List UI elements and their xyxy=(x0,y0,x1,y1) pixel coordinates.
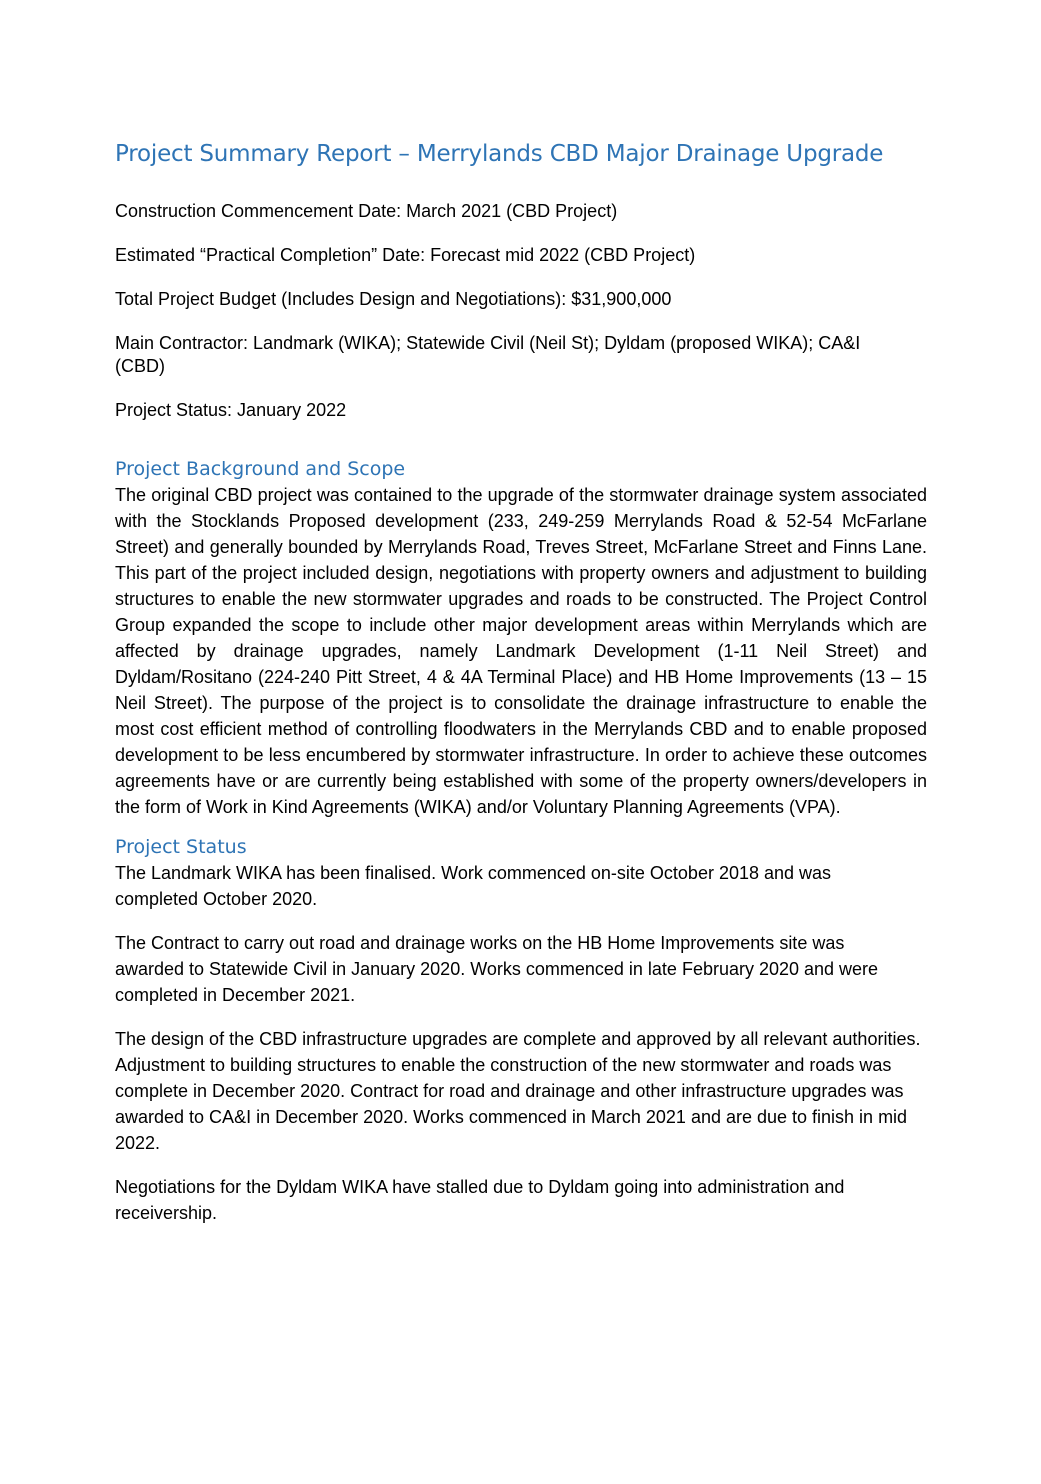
status-heading: Project Status xyxy=(115,836,247,858)
page-title: Project Summary Report – Merrylands CBD Major Drainage Upgrade xyxy=(115,141,884,167)
background-paragraph: The original CBD project was contained to the upgrade of the stormwater drainage system associated with the Stocklands Proposed development (233, 249-259 Merrylands Road & 52-54 McFarlane Street) and generally bounded by Merrylands Road, Treves Street, McFarlane Street and Finns Lane. This part of the project included design, negotiations with property owners and adjustment to building structures to enable the new stormwater upgrades and roads to be constructed. The Project Control Group expanded the scope to include other major development areas within Merrylands which are affected by drainage upgrades, namely Landmark Development (1-11 Neil Street) and Dyldam/Rositano (224-240 Pitt Street, 4 & 4A Terminal Place) and HB Home Improvements (13 – 15 Neil Street). The purpose of the project is to consolidate the drainage infrastructure to enable the most cost efficient method of controlling floodwaters in the Merrylands CBD and to enable proposed development to be less encumbered by stormwater infrastructure. In order to achieve these outcomes agreements have or are currently being established with some of the property owners/developers in the form of Work in Kind Agreements (WIKA) and/or Voluntary Planning Agreements (VPA). xyxy=(115,485,927,817)
status-paragraph-cbd: The design of the CBD infrastructure upgrades are complete and approved by all relevant authorities. Adjustment to building structures to enable the construction of the new stormwater and roads was complete in December 2020. Contract for road and drainage and other infrastructure upgrades was awarded to CA&I in December 2020. Works commenced in March 2021 and are due to finish in mid 2022. xyxy=(115,1029,921,1153)
status-paragraph-dyldam: Negotiations for the Dyldam WIKA have stalled due to Dyldam going into administration and receivership. xyxy=(115,1177,845,1223)
project-status-date: Project Status: January 2022 xyxy=(115,400,347,420)
background-heading: Project Background and Scope xyxy=(115,458,406,480)
main-contractor: Main Contractor: Landmark (WIKA); Statewide Civil (Neil St); Dyldam (proposed WIKA); CA&I (CBD) xyxy=(115,333,861,376)
document-page xyxy=(115,136,927,1244)
status-section xyxy=(115,860,927,1226)
status-paragraph-hb-home: The Contract to carry out road and drainage works on the HB Home Improvements site was awarded to Statewide Civil in January 2020. Works commenced in late February 2020 and were completed in December 2021. xyxy=(115,933,879,1005)
total-project-budget: Total Project Budget (Includes Design and Negotiations): $31,900,000 xyxy=(115,289,672,309)
practical-completion-date: Estimated “Practical Completion” Date: Forecast mid 2022 (CBD Project) xyxy=(115,245,696,265)
project-details xyxy=(115,200,927,422)
commencement-date: Construction Commencement Date: March 2021 (CBD Project) xyxy=(115,201,618,221)
status-paragraph-landmark: The Landmark WIKA has been finalised. Work commenced on-site October 2018 and was completed October 2020. xyxy=(115,863,832,909)
